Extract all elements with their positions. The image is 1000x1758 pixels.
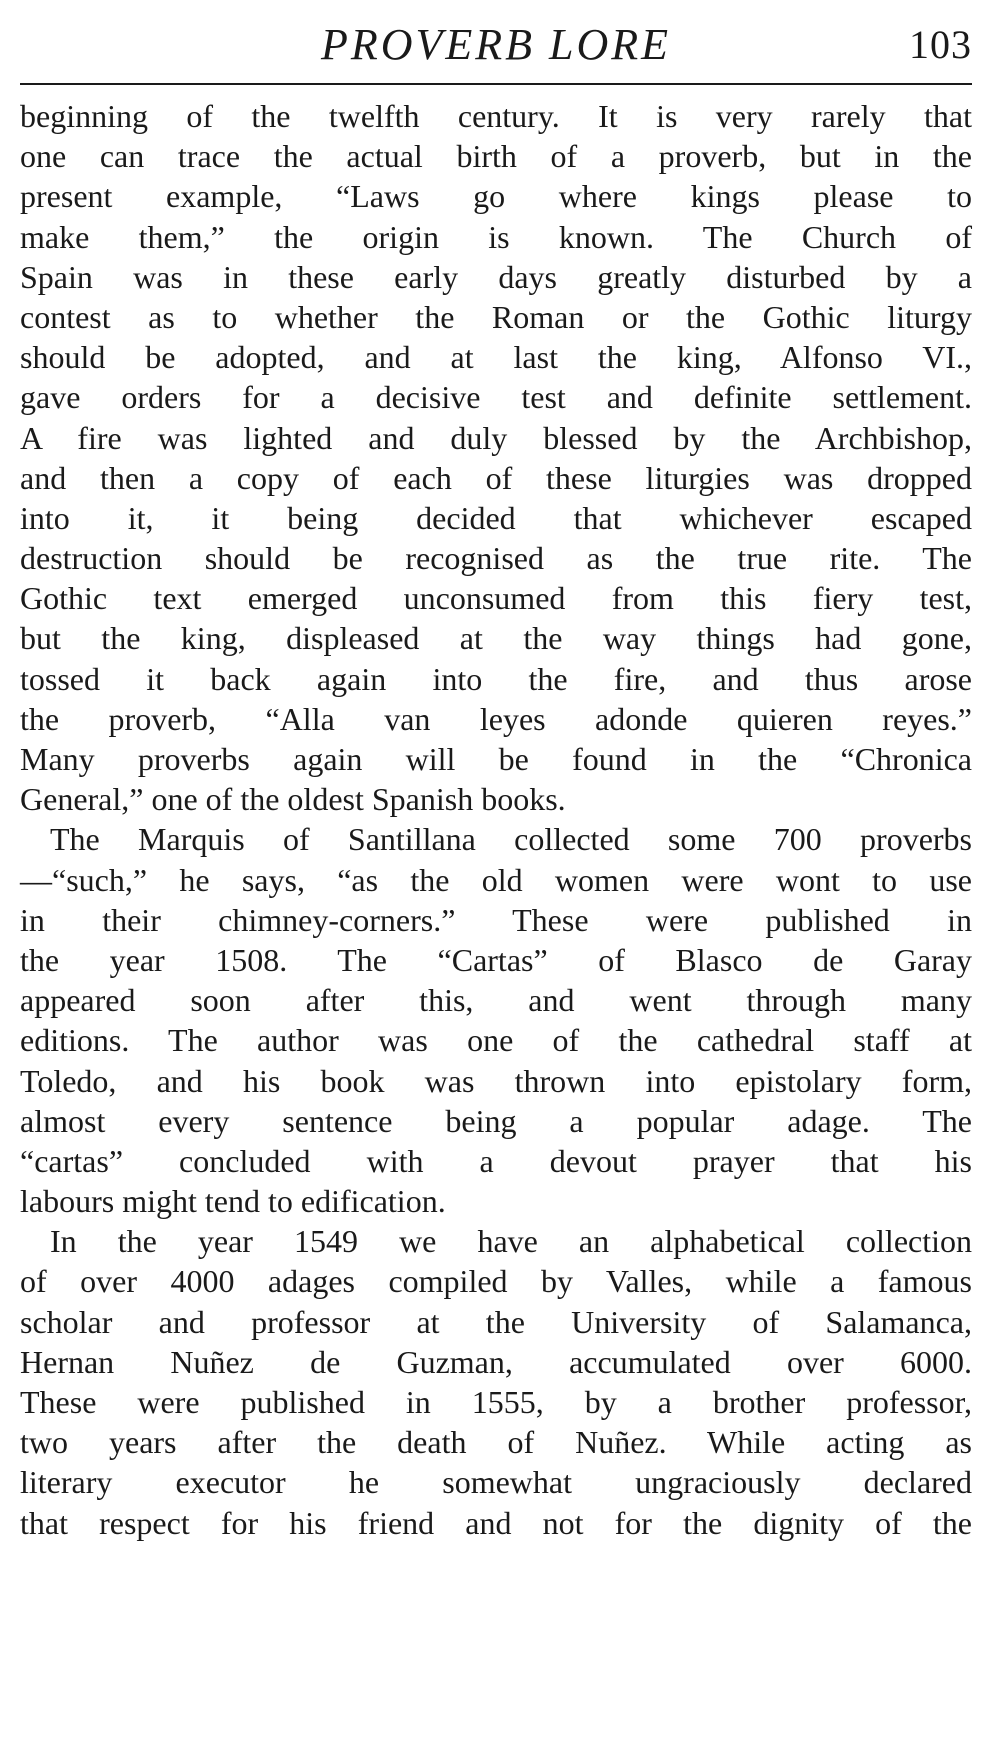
page-header [20, 18, 972, 80]
text-line: beginning of the twelfth century. It is very rarely that [20, 98, 972, 134]
text-line: appeared soon after this, and went through many [20, 982, 972, 1019]
text-line: —“such,” he says, “as the old women were wont to use [20, 861, 972, 898]
text-line: Spain was in these early days greatly disturbed by a [20, 258, 972, 295]
text-line: into it, it being decided that whichever escaped [20, 499, 972, 536]
running-title: PROVERB LORE [320, 20, 672, 69]
text-line: The Marquis of Santillana collected some 700 proverbs [50, 821, 972, 858]
text-line: “cartas” concluded with a devout prayer that his [20, 1142, 972, 1179]
text-line: Toledo, and his book was thrown into epistolary form, [20, 1062, 972, 1099]
text-line: one can trace the actual birth of a proverb, but in the [20, 138, 972, 175]
text-line: should be adopted, and at last the king, Alfonso VI., [20, 339, 972, 376]
text-line: literary executor he somewhat ungraciously declared [20, 1464, 972, 1501]
paragraph [20, 96, 972, 819]
body-text [20, 96, 972, 1543]
text-line: editions. The author was one of the cathedral staff at [20, 1022, 972, 1059]
paragraph [20, 819, 972, 1221]
text-line: and then a copy of each of these liturgies was dropped [20, 459, 972, 496]
text-line: In the year 1549 we have an alphabetical collection [50, 1223, 972, 1260]
text-line: destruction should be recognised as the true rite. The [20, 540, 972, 577]
page-number: 103 [909, 22, 972, 67]
text-line: almost every sentence being a popular adage. The [20, 1102, 972, 1139]
text-line: A fire was lighted and duly blessed by the Archbishop, [20, 419, 972, 456]
text-line: of over 4000 adages compiled by Valles, while a famous [20, 1263, 972, 1300]
text-line: in their chimney-corners.” These were published in [20, 901, 972, 938]
text-line: labours might tend to edification. [20, 1183, 446, 1220]
text-line: make them,” the origin is known. The Church of [20, 218, 972, 255]
text-line: the year 1508. The “Cartas” of Blasco de Garay [20, 941, 972, 978]
text-line: contest as to whether the Roman or the Gothic liturgy [20, 298, 972, 335]
text-line: scholar and professor at the University of Salamanca, [20, 1303, 972, 1340]
header-rule [20, 83, 972, 85]
text-line: present example, “Laws go where kings please to [20, 178, 972, 215]
text-line: Gothic text emerged unconsumed from this fiery test, [20, 580, 972, 617]
text-line: but the king, displeased at the way things had gone, [20, 620, 972, 657]
text-line: gave orders for a decisive test and definite settlement. [20, 379, 972, 416]
text-line: Many proverbs again will be found in the “Chronica [20, 741, 972, 777]
text-line: the proverb, “Alla van leyes adonde quieren reyes.” [20, 700, 972, 737]
text-line: These were published in 1555, by a brother professor, [20, 1384, 972, 1420]
text-line: General,” one of the oldest Spanish books. [20, 781, 566, 818]
text-line: tossed it back again into the fire, and thus arose [20, 660, 972, 697]
text-line: that respect for his friend and not for the dignity of the [20, 1504, 972, 1541]
text-line: Hernan Nuñez de Guzman, accumulated over 6000. [20, 1343, 972, 1380]
paragraph [20, 1221, 972, 1543]
text-line: two years after the death of Nuñez. While acting as [20, 1424, 972, 1461]
